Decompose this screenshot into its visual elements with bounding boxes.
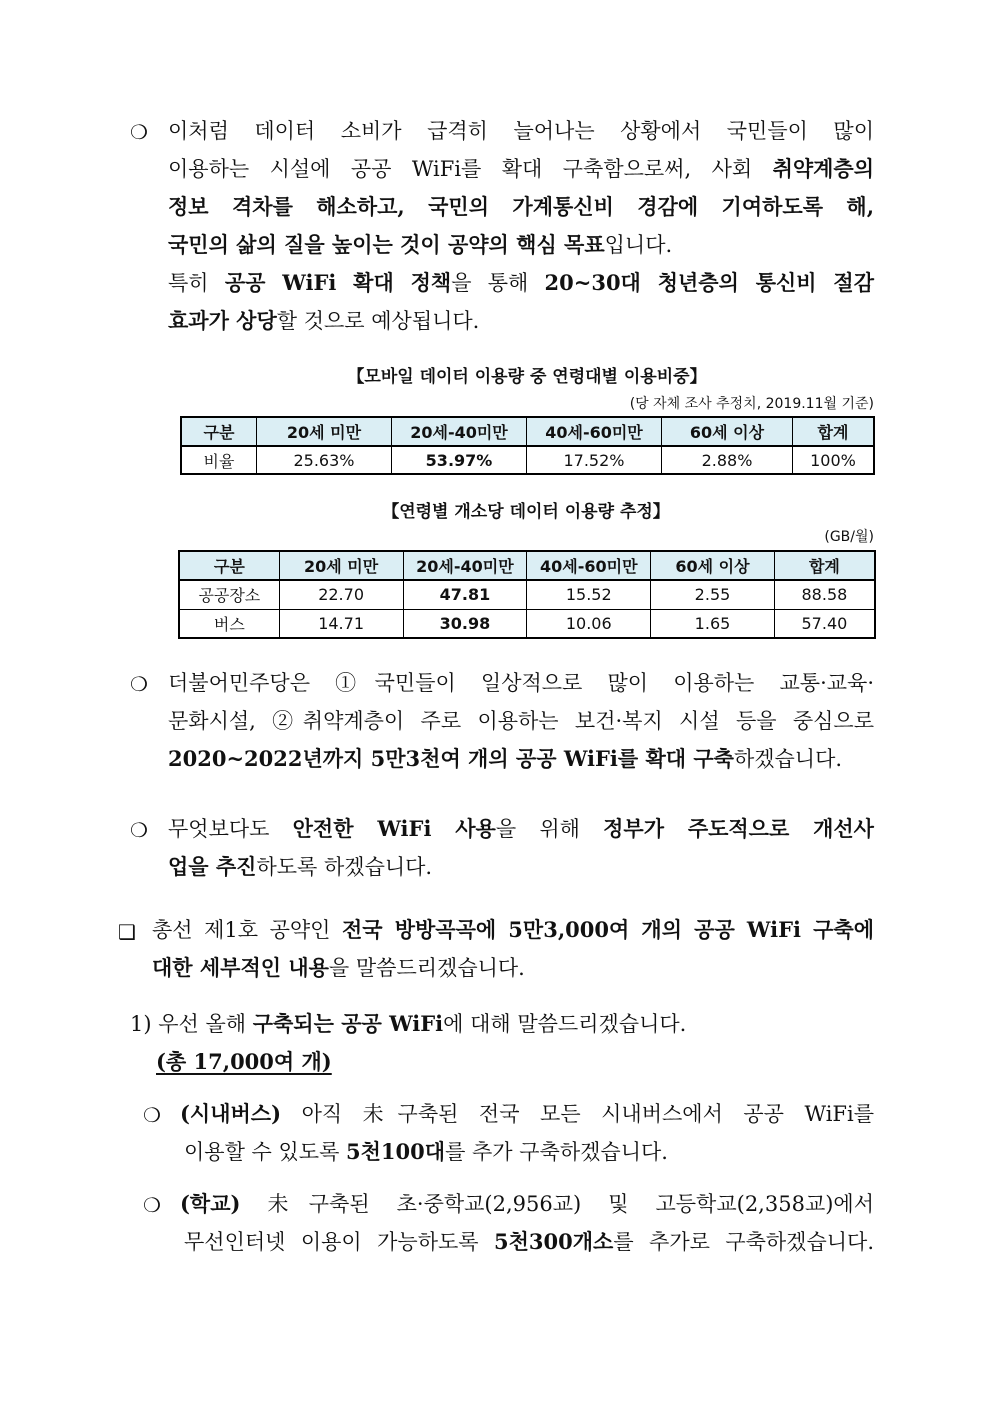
para5-line1: 1) 우선 올해 구축되는 공공 WiFi에 대해 말씀드리겠습니다. [130,1011,687,1036]
table2-header: 구분 [179,551,279,580]
circle-bullet-icon: ❍ [130,672,148,696]
paragraph-schools [180,1185,874,1261]
table2-caption: 【연령별 개소당 데이터 이용량 추정】 [382,502,670,522]
para7-line1: (학교) 未구축된 초·중학교(2,956교) 및 고등학교(2,358교)에서 [180,1191,874,1216]
table-row [181,446,874,474]
table2-cell: 버스 [179,609,279,638]
para6-line1: (시내버스) 아직 未구축된 전국 모든 시내버스에서 공공 WiFi를 [180,1101,874,1126]
para1-line2: 이용하는 시설에 공공 WiFi를 확대 구축함으로써, 사회 취약계층의 [168,156,874,181]
paragraph-city-bus [180,1095,874,1171]
table1-caption: 【모바일 데이터 이용량 중 연령대별 이용비중】 [347,367,707,387]
table1-note: (당 자체 조사 추정치, 2019.11월 기준) [629,396,874,412]
table2-cell: 57.40 [774,609,875,638]
para3-line2: 업을 추진하도록 하겠습니다. [168,854,433,879]
paragraph-pledge-detail [152,911,874,987]
para1-line6: 효과가 상당할 것으로 예상됩니다. [168,308,480,333]
age-share-table [180,416,875,475]
para4-line1: 총선 제1호 공약인 전국 방방곡곡에 5만3,000여 개의 공공 WiFi 구축에 [152,917,875,942]
table2-cell: 22.70 [279,580,403,609]
para6-line2: 이용할 수 있도록 5천100대를 추가 구축하겠습니다. [184,1139,668,1164]
table2-header: 60세 이상 [651,551,775,580]
table-row [179,609,875,638]
para4-line2: 대한 세부적인 내용을 말씀드리겠습니다. [152,955,525,980]
paragraph-safe-wifi [168,810,874,886]
table2-cell: 공공장소 [179,580,279,609]
table1-cell: 17.52% [527,446,662,474]
circle-bullet-icon: ❍ [130,120,148,144]
table-row [179,580,875,609]
table1-cell: 25.63% [257,446,392,474]
para7-line2: 무선인터넷 이용이 가능하도록 5천300개소를 추가로 구축하겠습니다. [184,1229,875,1254]
table2-cell: 88.58 [774,580,875,609]
para1-line3: 정보 격차를 해소하고, 국민의 가계통신비 경감에 기여하도록 해, [168,194,874,219]
table2-header: 20세 미만 [279,551,403,580]
table2-cell: 10.06 [527,609,651,638]
circle-bullet-icon: ❍ [130,818,148,842]
table2-note: (GB/월) [824,529,874,545]
table1-header: 구분 [181,417,257,446]
table1-header: 20세-40미만 [392,417,527,446]
table2-header: 20세-40미만 [403,551,527,580]
para2-line1: 더불어민주당은 ①국민들이 일상적으로 많이 이용하는 교통·교육· [168,671,874,695]
circle-bullet-icon: ❍ [143,1103,161,1127]
table2-cell: 2.55 [651,580,775,609]
para2-line3: 2020~2022년까지 5만3천여 개의 공공 WiFi를 확대 구축하겠습니다. [168,746,843,771]
usage-per-site-table [178,550,876,639]
para5-line2: (총 17,000여 개) [156,1049,332,1074]
paragraph-data-consumption [168,112,874,340]
table1-header-row [181,417,874,446]
table1-header: 합계 [793,417,875,446]
para3-line1: 무엇보다도 안전한 WiFi 사용을 위해 정부가 주도적으로 개선사 [168,816,874,841]
table2-cell: 47.81 [403,580,527,609]
table2-cell: 1.65 [651,609,775,638]
table1-header: 60세 이상 [662,417,793,446]
para2-line2: 문화시설, ②취약계층이 주로 이용하는 보건·복지 시설 등을 중심으로 [168,709,874,733]
paragraph-this-year [130,1005,874,1081]
table2-cell: 14.71 [279,609,403,638]
table2-cell: 30.98 [403,609,527,638]
table1-cell: 비율 [181,446,257,474]
circle-bullet-icon: ❍ [143,1193,161,1217]
table2-cell: 15.52 [527,580,651,609]
table1-header: 40세-60미만 [527,417,662,446]
table1-header: 20세 미만 [257,417,392,446]
table2-header: 40세-60미만 [527,551,651,580]
square-bullet-icon: ❑ [118,920,136,944]
paragraph-wifi-expansion [168,664,874,778]
table2-header: 합계 [774,551,875,580]
para1-line1: 이처럼 데이터 소비가 급격히 늘어나는 상황에서 국민들이 많이 [168,119,874,143]
para1-line4: 국민의 삶의 질을 높이는 것이 공약의 핵심 목표입니다. [168,232,673,257]
table1-cell: 53.97% [392,446,527,474]
table1-cell: 2.88% [662,446,793,474]
table1-cell: 100% [793,446,875,474]
table2-header-row [179,551,875,580]
para1-line5: 특히 공공 WiFi 확대 정책을 통해 20~30대 청년층의 통신비 절감 [168,270,875,295]
